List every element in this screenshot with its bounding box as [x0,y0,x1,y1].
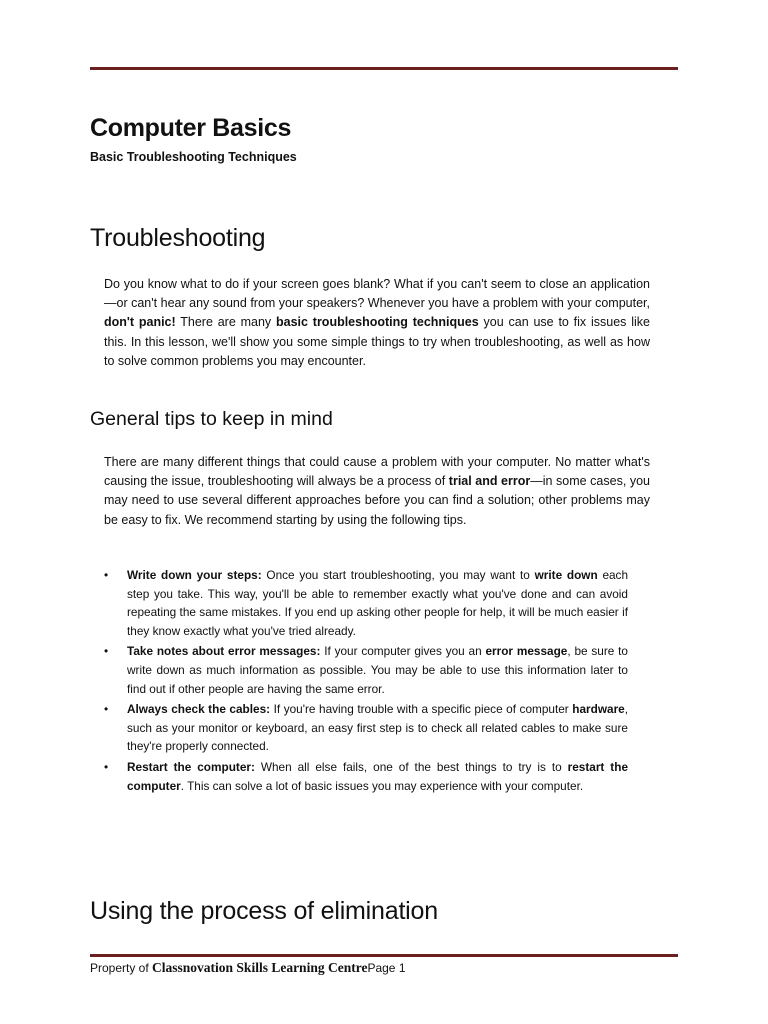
paragraph-troubleshooting: Do you know what to do if your screen goes blank? What if you can't seem to close an application—or can't hear any sound from your speakers? Whenever you have a problem with your computer, don't panic! There are many basic troubleshooting techniques you can use to fix issues like this. In this lesson, we'll show you some simple things to try when troubleshooting, as well as how to solve common problems you may encounter. [104,277,651,368]
heading-general-tips: General tips to keep in mind [90,408,333,430]
tips-list [104,566,628,797]
heading-process-of-elimination: Using the process of elimination [90,897,438,925]
heading-troubleshooting: Troubleshooting [90,224,266,252]
footer-organization: Classnovation Skills Learning Centre [152,960,368,975]
list-item: • Restart the computer: When all else fails, one of the best things to try is to restart the computer. This can solve a lot of basic issues you may experience with your computer. [104,759,629,793]
page-number: Page 1 [367,961,406,975]
list-item: • Always check the cables: If you're having trouble with a specific piece of computer hardware, such as your monitor or keyboard, an easy first step is to check all related cables to make sure they're properly connected. [104,702,628,754]
bullet-icon: • [104,702,109,717]
document-title: Computer Basics [90,114,292,142]
header-rule [90,67,678,70]
list-item: • Write down your steps: Once you start troubleshooting, you may want to write down each step you take. This way, you'll be able to remember exactly what you've done and can avoid repeating the same mistakes. If you end up asking other people for help, it will be much easier if they know exactly what you've tried already. [104,568,629,638]
paragraph-general-tips: There are many different things that could cause a problem with your computer. No matter what's causing the issue, troubleshooting will always be a process of trial and error—in some cases, you may need to use several different approaches before you can find a solution; other problems may be easy to fix. We recommend starting by using the following tips. [104,455,650,527]
bullet-icon: • [104,759,109,774]
bullet-icon: • [104,568,109,582]
page-footer: Property of Classnovation Skills Learning CentrePage 1 [90,960,406,975]
document-subtitle: Basic Troubleshooting Techniques [90,150,297,164]
footer-rule [90,954,678,957]
list-item: • Take notes about error messages: If your computer gives you an error message, be sure to write down as much information as possible. You may be able to use this information later to find out if other people are having the same error. [104,644,628,696]
bullet-icon: • [104,644,109,659]
